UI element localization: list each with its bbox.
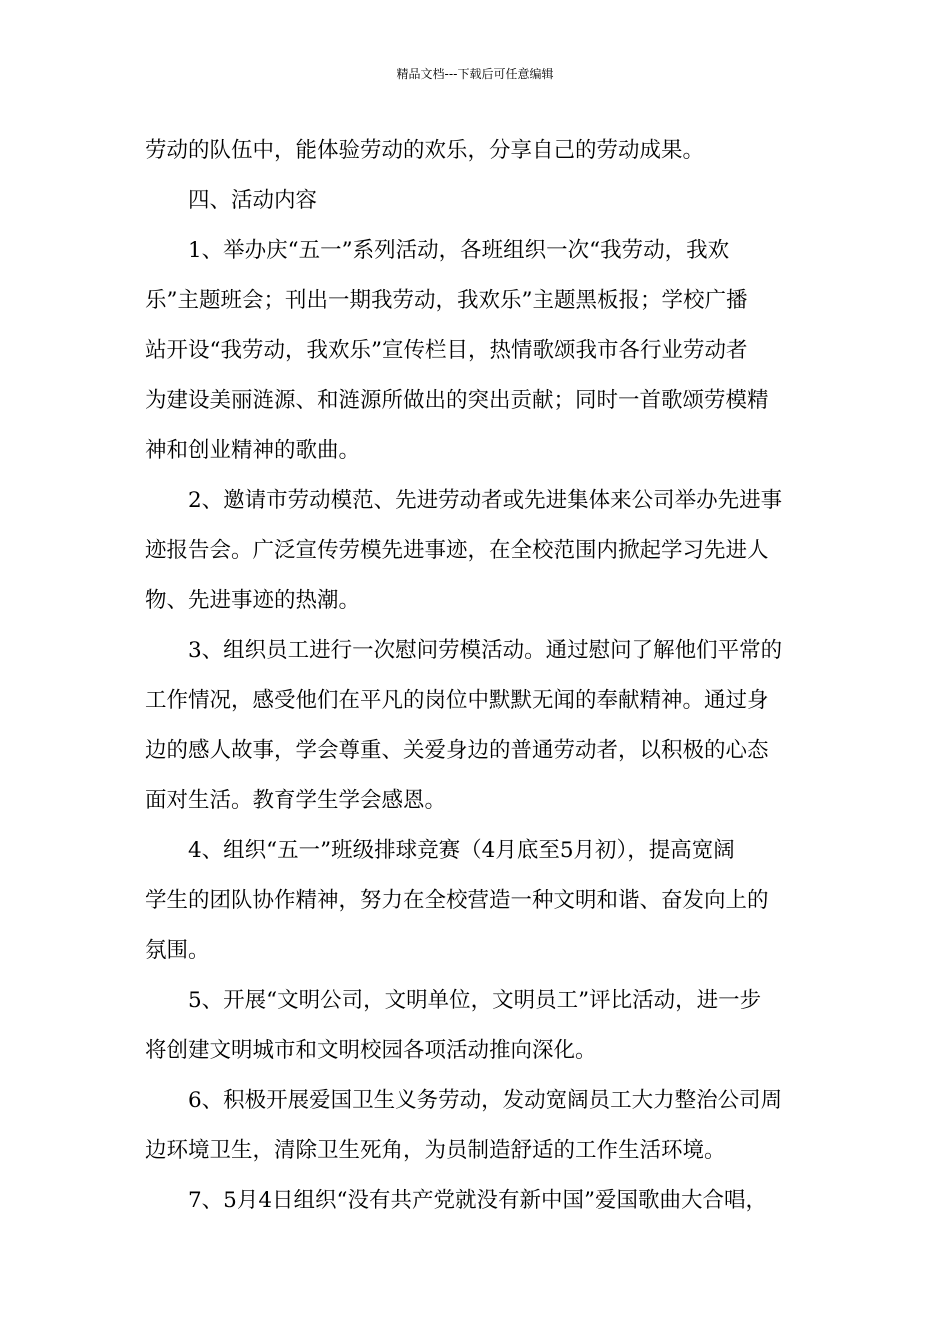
text-line: 边的感人故事，学会尊重、关爱身边的普通劳动者，以积极的心态 [145, 738, 769, 763]
text-line: 神和创业精神的歌曲。 [145, 438, 361, 463]
text-line: 站开设“我劳动，我欢乐”宣传栏目，热情歌颂我市各行业劳动者 [145, 338, 748, 363]
document-body [145, 126, 825, 1226]
text-line: 1、举办庆“五一”系列活动，各班组织一次“我劳动，我欢 [188, 238, 730, 263]
text-line: 4、组织“五一”班级排球竞赛（4月底至5月初），提高宽阔 [188, 838, 735, 863]
text-line: 将创建文明城市和文明校园各项活动推向深化。 [145, 1038, 597, 1063]
text-line: 3、组织员工进行一次慰问劳模活动。通过慰问了解他们平常的 [188, 638, 783, 663]
text-line: 边环境卫生，清除卫生死角，为员制造舒适的工作生活环境。 [145, 1138, 726, 1163]
text-line: 学生的团队协作精神，努力在全校营造一种文明和谐、奋发向上的 [145, 888, 769, 913]
section-heading: 四、活动内容 [188, 188, 318, 213]
text-line: 乐”主题班会；刊出一期我劳动，我欢乐”主题黑板报；学校广播 [145, 288, 748, 313]
text-line: 工作情况，感受他们在平凡的岗位中默默无闻的奉献精神。通过身 [145, 688, 769, 713]
text-line: 为建设美丽涟源、和涟源所做出的突出贡献；同时一首歌颂劳模精 [145, 388, 769, 413]
text-line: 氛围。 [145, 938, 210, 963]
page-header: 精品文档---下载后可任意编辑 [396, 67, 554, 81]
text-line: 迹报告会。广泛宣传劳模先进事迹，在全校范围内掀起学习先进人 [145, 538, 769, 563]
text-line: 面对生活。教育学生学会感恩。 [145, 788, 447, 813]
text-line: 5、开展“文明公司，文明单位，文明员工”评比活动，进一步 [188, 988, 762, 1013]
text-line: 劳动的队伍中，能体验劳动的欢乐，分享自己的劳动成果。 [145, 138, 705, 163]
text-line: 6、积极开展爱国卫生义务劳动，发动宽阔员工大力整治公司周 [188, 1088, 783, 1113]
text-line: 2、邀请市劳动模范、先进劳动者或先进集体来公司举办先进事 [188, 488, 783, 513]
text-line: 7、5月4日组织“没有共产党就没有新中国”爱国歌曲大合唱， [188, 1188, 768, 1213]
text-line: 物、先进事迹的热潮。 [145, 588, 361, 613]
